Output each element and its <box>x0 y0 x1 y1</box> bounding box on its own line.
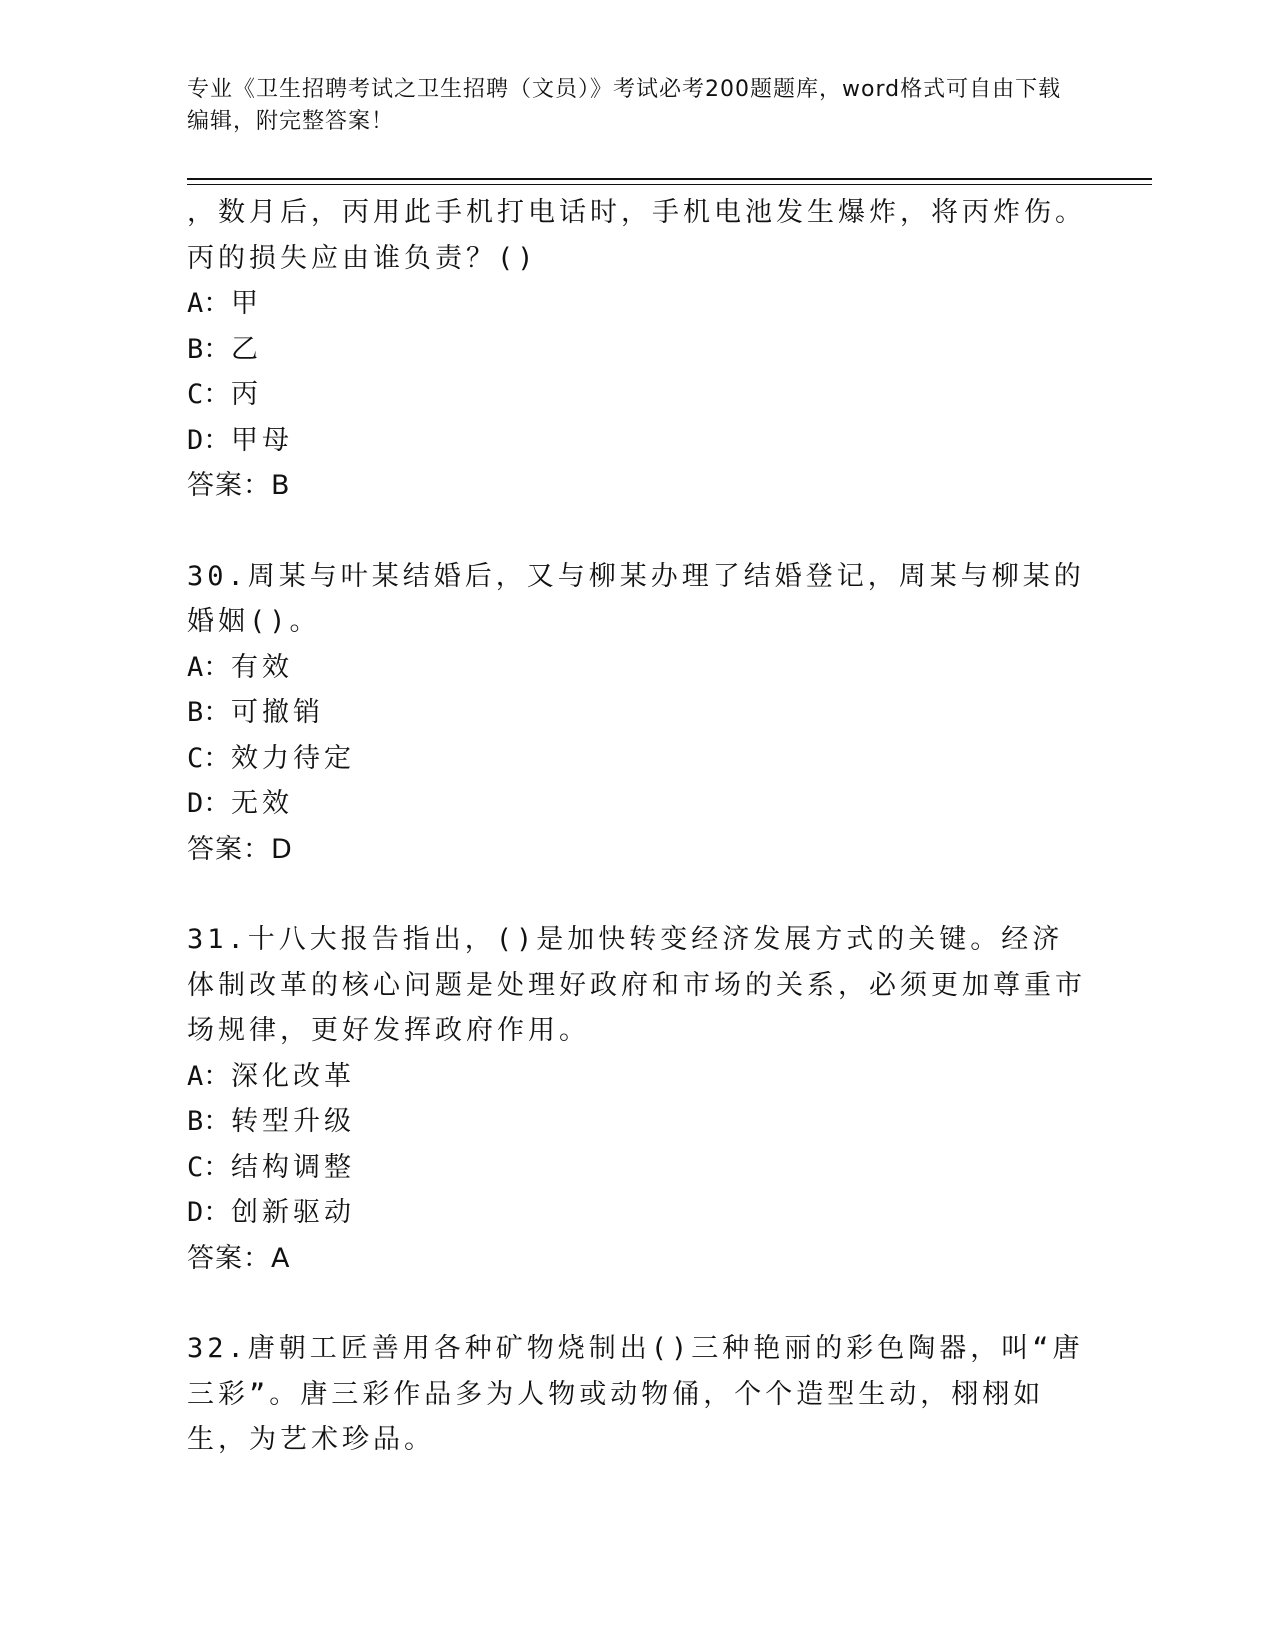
option-value: 丙 <box>231 379 262 410</box>
answer-line: 答案：A <box>187 1242 291 1274</box>
option-c <box>187 372 1087 418</box>
header-rule-bottom <box>187 184 1152 185</box>
option-key: D： <box>187 788 231 819</box>
option-value: 无效 <box>231 788 293 819</box>
option-a <box>187 1054 1087 1100</box>
option-value: 有效 <box>231 651 293 683</box>
option-key: B： <box>187 697 231 728</box>
option-value: 甲母 <box>231 424 293 456</box>
option-c <box>187 736 1087 782</box>
option-key: B： <box>187 333 231 365</box>
option-a <box>187 645 1087 691</box>
option-key: A： <box>187 1060 231 1092</box>
option-b <box>187 690 1087 736</box>
header-rule-top <box>187 178 1152 180</box>
option-b <box>187 327 1087 373</box>
option-key: C： <box>187 379 231 410</box>
option-key: C： <box>187 1151 231 1183</box>
option-key: D： <box>187 1197 231 1228</box>
page-header: 专业《卫生招聘考试之卫生招聘（文员）》考试必考200题题库，word格式可自由下载编辑，附完整答案！ <box>187 77 1062 134</box>
option-value: 甲 <box>231 288 262 319</box>
option-value: 转型升级 <box>231 1106 355 1137</box>
question-text: 30.周某与叶某结婚后，又与柳某办理了结婚登记，周某与柳某的婚姻()。 <box>187 560 1085 637</box>
option-value: 乙 <box>231 333 262 365</box>
option-key: C： <box>187 742 231 774</box>
option-d <box>187 781 1087 827</box>
question-31 <box>187 917 1087 1281</box>
question-29 <box>187 190 1087 509</box>
question-30 <box>187 554 1087 873</box>
option-value: 效力待定 <box>231 742 355 774</box>
answer-line: 答案：D <box>187 833 293 865</box>
option-key: A： <box>187 288 231 319</box>
question-32 <box>187 1326 1087 1463</box>
question-text: 31.十八大报告指出，()是加快转变经济发展方式的关键。经济体制改革的核心问题是处理好政府和市场的关系，必须更加尊重市场规律，更好发挥政府作用。 <box>187 924 1086 1046</box>
option-key: B： <box>187 1106 231 1137</box>
option-d <box>187 418 1087 464</box>
option-value: 深化改革 <box>231 1060 355 1092</box>
option-a <box>187 281 1087 327</box>
option-key: A： <box>187 651 231 683</box>
question-text: 32.唐朝工匠善用各种矿物烧制出()三种艳丽的彩色陶器，叫“唐三彩”。唐三彩作品多为人物或动物俑，个个造型生动，栩栩如生，为艺术珍品。 <box>187 1333 1084 1455</box>
question-list <box>187 190 1087 1508</box>
option-value: 可撤销 <box>231 697 324 728</box>
option-key: D： <box>187 424 231 456</box>
answer-line: 答案：B <box>187 470 291 501</box>
question-text: ，数月后，丙用此手机打电话时，手机电池发生爆炸，将丙炸伤。丙的损失应由谁负责？() <box>187 197 1086 274</box>
option-c <box>187 1145 1087 1191</box>
option-value: 创新驱动 <box>231 1197 355 1228</box>
option-b <box>187 1099 1087 1145</box>
option-value: 结构调整 <box>231 1151 355 1183</box>
option-d <box>187 1190 1087 1236</box>
